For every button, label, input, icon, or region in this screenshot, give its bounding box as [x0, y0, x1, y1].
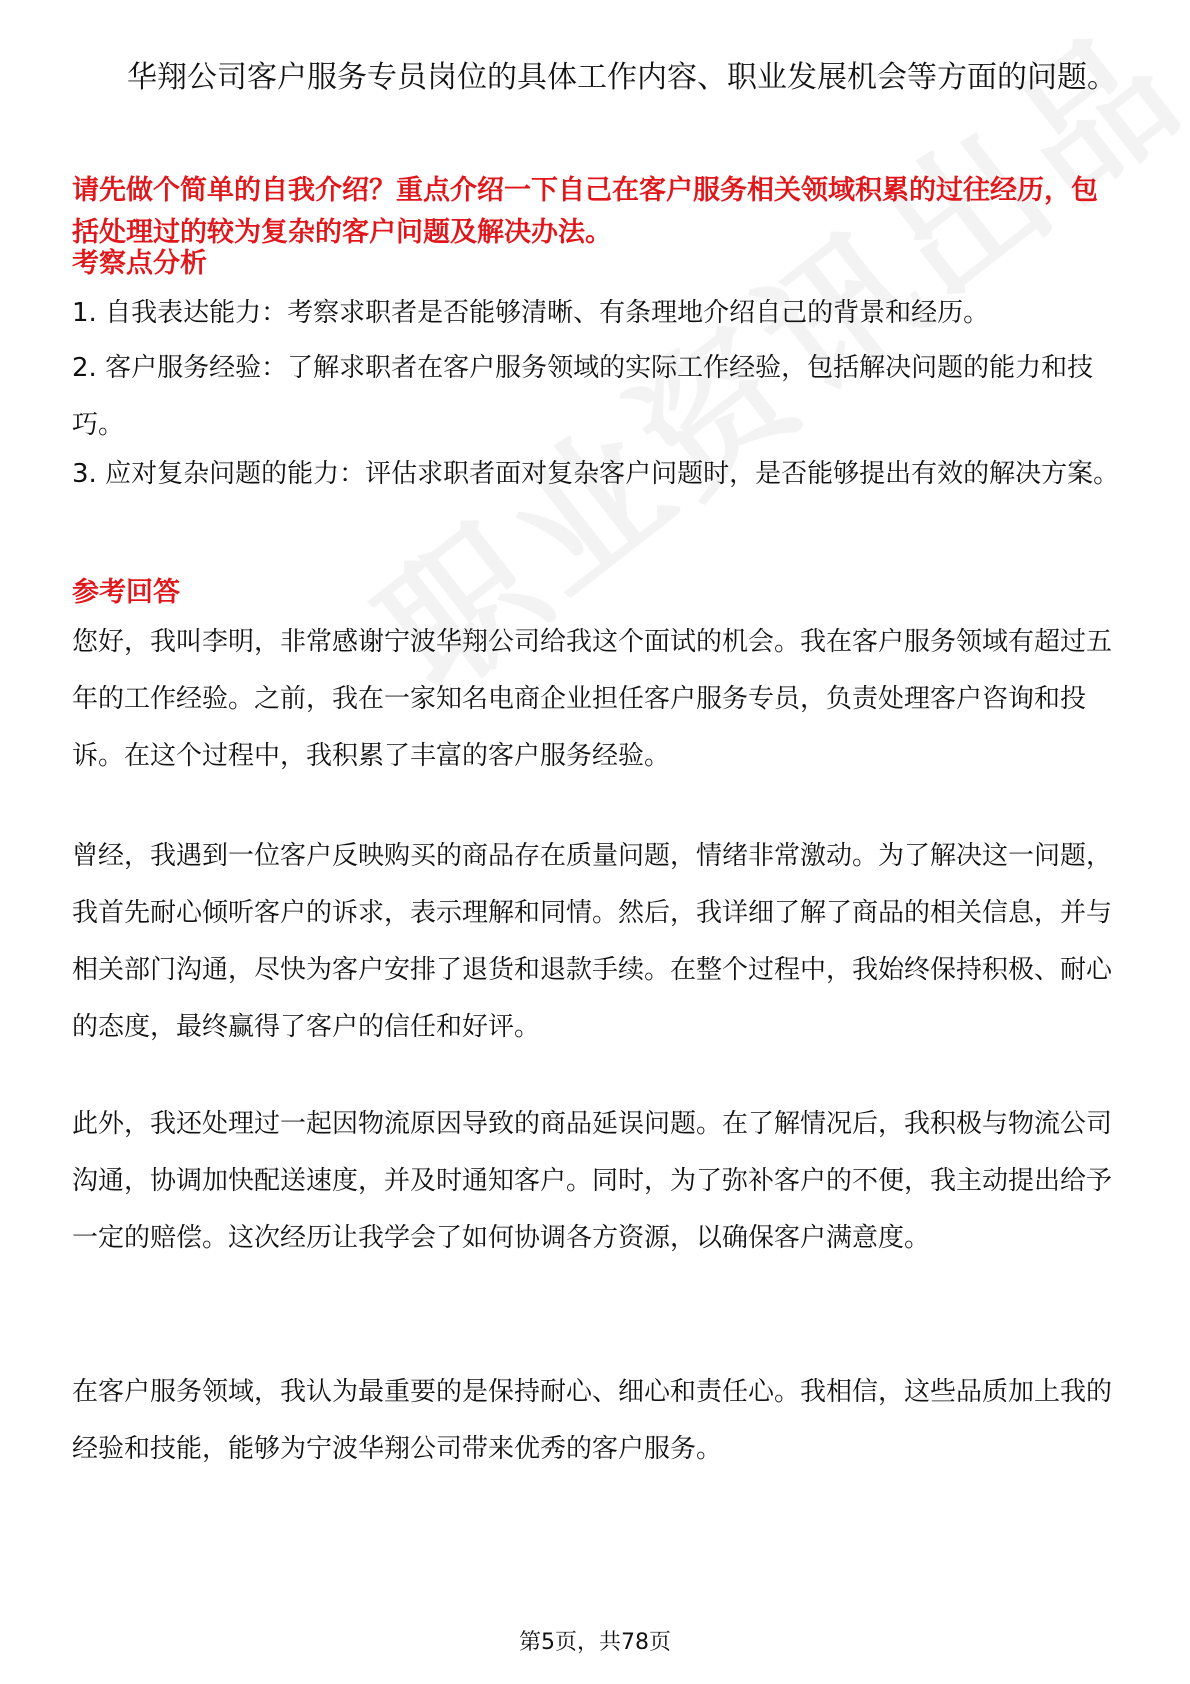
- question-text: 请先做个简单的自我介绍？重点介绍一下自己在客户服务相关领域积累的过往经历，包括处理过的较为复杂的客户问题及解决办法。: [72, 175, 1098, 248]
- intro-text: 华翔公司客户服务专员岗位的具体工作内容、职业发展机会等方面的问题。: [127, 60, 1117, 95]
- answer-paragraph: 您好，我叫李明，非常感谢宁波华翔公司给我这个面试的机会。我在客户服务领域有超过五年的工作经验。之前，我在一家知名电商企业担任客户服务专员，负责处理客户咨询和投诉。在这个过程中，我积累了丰富的客户服务经验。: [72, 627, 1113, 771]
- answer-paragraph: 此外，我还处理过一起因物流原因导致的商品延误问题。在了解情况后，我积极与物流公司沟通，协调加快配送速度，并及时通知客户。同时，为了弥补客户的不便，我主动提出给予一定的赔偿。这次经历让我学会了如何协调各方资源，以确保客户满意度。: [72, 1109, 1113, 1253]
- answer-heading: 参考回答: [72, 577, 180, 608]
- answer-paragraph: 在客户服务领域，我认为最重要的是保持耐心、细心和责任心。我相信，这些品质加上我的经验和技能，能够为宁波华翔公司带来优秀的客户服务。: [72, 1377, 1113, 1464]
- analysis-point: 1. 自我表达能力：考察求职者是否能够清晰、有条理地介绍自己的背景和经历。: [72, 298, 990, 328]
- analysis-point: 2. 客户服务经验：了解求职者在客户服务领域的实际工作经验，包括解决问题的能力和技巧。: [72, 353, 1094, 440]
- analysis-heading: 考察点分析: [72, 248, 207, 279]
- page-number: 第5页，共78页: [519, 1630, 671, 1655]
- answer-paragraph: 曾经，我遇到一位客户反映购买的商品存在质量问题，情绪非常激动。为了解决这一问题，我首先耐心倾听客户的诉求，表示理解和同情。然后，我详细了解了商品的相关信息，并与相关部门沟通，尽快为客户安排了退货和退款手续。在整个过程中，我始终保持积极、耐心的态度，最终赢得了客户的信任和好评。: [72, 841, 1113, 1042]
- analysis-point: 3. 应对复杂问题的能力：评估求职者面对复杂客户问题时，是否能够提出有效的解决方案。: [72, 459, 1120, 489]
